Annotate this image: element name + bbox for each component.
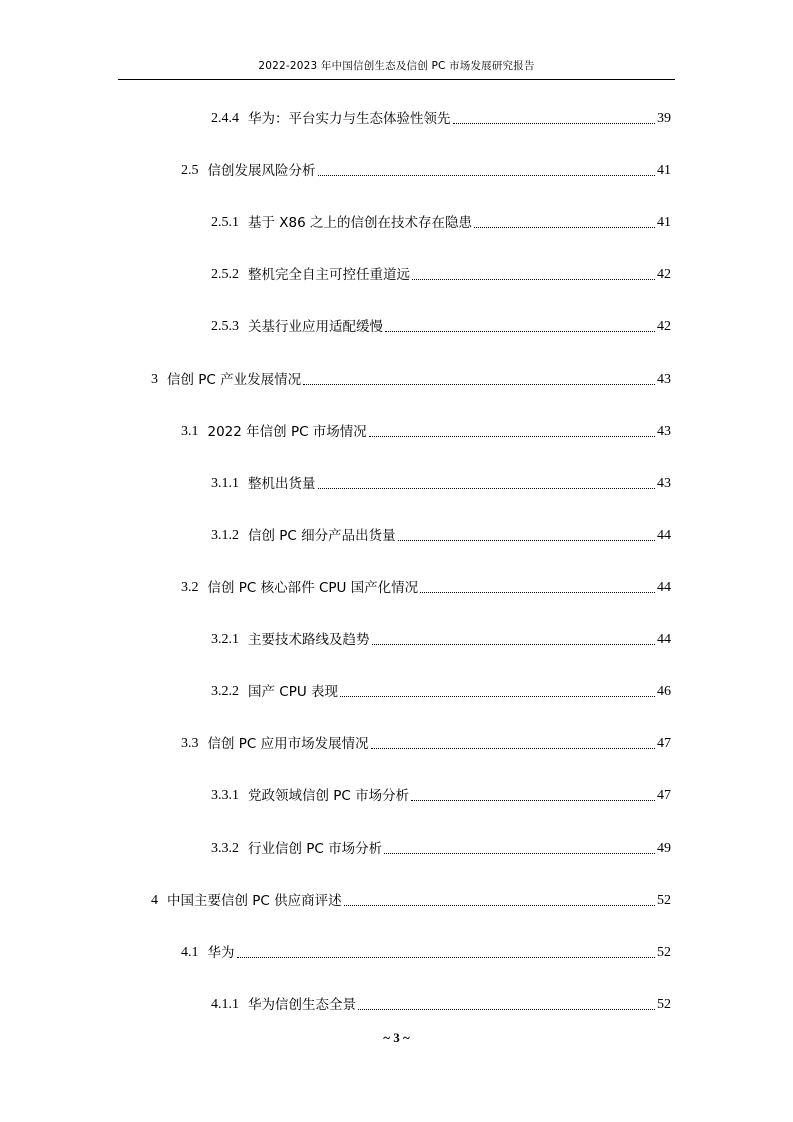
toc-leader-dots — [420, 592, 655, 593]
toc-entry-number: 3.2.1 — [211, 632, 239, 647]
toc-entry-number: 2.5.1 — [211, 215, 239, 230]
toc-entry-number: 4 — [151, 893, 158, 908]
toc-entry-3-3-1[interactable] — [211, 783, 671, 805]
toc-leader-dots — [385, 331, 655, 332]
toc-leader-dots — [384, 853, 655, 854]
toc-entry-number: 3 — [151, 372, 158, 387]
toc-entry-2-5-2[interactable] — [211, 262, 671, 284]
toc-entry-title: 华为信创生态全景 — [248, 997, 356, 1013]
toc-entry-4[interactable] — [151, 888, 671, 910]
toc-leader-dots — [412, 279, 655, 280]
toc-entry-title: 信创 PC 细分产品出货量 — [248, 528, 396, 544]
toc-entry-page: 44 — [657, 528, 671, 543]
toc-entry-4-1[interactable] — [181, 940, 671, 962]
toc-entry-4-1-1[interactable] — [211, 992, 671, 1014]
toc-entry-number: 4.1.1 — [211, 997, 239, 1012]
toc-entry-title: 华为：平台实力与生态体验性领先 — [248, 111, 451, 127]
toc-leader-dots — [372, 644, 656, 645]
toc-entry-number: 2.5 — [181, 163, 199, 178]
toc-entry-page: 47 — [657, 736, 671, 751]
toc-entry-3[interactable] — [151, 367, 671, 389]
toc-entry-title: 信创 PC 产业发展情况 — [167, 372, 302, 388]
toc-leader-dots — [318, 488, 656, 489]
toc-leader-dots — [303, 384, 655, 385]
toc-entry-3-1-2[interactable] — [211, 523, 671, 545]
toc-leader-dots — [453, 123, 656, 124]
toc-entry-number: 3.1.1 — [211, 476, 239, 491]
page-number-footer: ~ 3 ~ — [383, 1030, 410, 1045]
toc-entry-number: 3.3.1 — [211, 788, 239, 803]
toc-entry-number: 3.2.2 — [211, 684, 239, 699]
toc-entry-page: 41 — [657, 215, 671, 230]
toc-entry-title: 2022 年信创 PC 市场情况 — [207, 424, 367, 440]
toc-leader-dots — [358, 1009, 655, 1010]
toc-entry-title: 信创发展风险分析 — [207, 163, 316, 179]
toc-entry-page: 44 — [657, 632, 671, 647]
toc-entry-3-2-2[interactable] — [211, 679, 671, 701]
toc-entry-page: 44 — [657, 580, 671, 595]
toc-entry-number: 3.1 — [181, 424, 199, 439]
toc-entry-number: 2.5.3 — [211, 319, 239, 334]
toc-entry-3-1-1[interactable] — [211, 471, 671, 493]
toc-leader-dots — [411, 800, 655, 801]
toc-entry-2-5[interactable] — [181, 158, 671, 180]
toc-entry-page: 52 — [657, 893, 671, 908]
toc-leader-dots — [369, 436, 655, 437]
toc-entry-page: 43 — [657, 424, 671, 439]
toc-entry-page: 52 — [657, 945, 671, 960]
toc-entry-title: 整机完全自主可控任重道远 — [248, 267, 410, 283]
toc-entry-page: 43 — [657, 476, 671, 491]
toc-entry-title: 整机出货量 — [248, 476, 316, 492]
toc-entry-2-5-3[interactable] — [211, 314, 671, 336]
toc-entry-title: 中国主要信创 PC 供应商评述 — [167, 893, 342, 909]
toc-entry-title: 信创 PC 核心部件 CPU 国产化情况 — [207, 580, 419, 596]
toc-entry-page: 42 — [657, 267, 671, 282]
toc-leader-dots — [398, 540, 655, 541]
toc-entry-number: 2.4.4 — [211, 111, 239, 126]
toc-entry-2-5-1[interactable] — [211, 210, 671, 232]
toc-entry-3-3[interactable] — [181, 731, 671, 753]
toc-leader-dots — [474, 227, 655, 228]
toc-entry-2-4-4[interactable] — [211, 106, 671, 128]
toc-entry-3-3-2[interactable] — [211, 836, 671, 858]
toc-entry-title: 华为 — [207, 945, 235, 961]
toc-entry-3-1[interactable] — [181, 419, 671, 441]
toc-entry-number: 4.1 — [181, 945, 199, 960]
toc-entry-page: 43 — [657, 372, 671, 387]
toc-entry-title: 关基行业应用适配缓慢 — [248, 319, 383, 335]
toc-entry-title: 基于 X86 之上的信创在技术存在隐患 — [248, 215, 473, 231]
toc-entry-page: 41 — [657, 163, 671, 178]
toc-entry-title: 国产 CPU 表现 — [248, 684, 339, 700]
toc-entry-3-2[interactable] — [181, 575, 671, 597]
toc-entry-page: 39 — [657, 111, 671, 126]
toc-leader-dots — [344, 905, 655, 906]
toc-entry-title: 主要技术路线及趋势 — [248, 632, 370, 648]
toc-entry-page: 42 — [657, 319, 671, 334]
toc-leader-dots — [340, 696, 655, 697]
toc-entry-page: 52 — [657, 997, 671, 1012]
toc-entry-number: 3.1.2 — [211, 528, 239, 543]
toc-entry-3-2-1[interactable] — [211, 627, 671, 649]
toc-entry-page: 47 — [657, 788, 671, 803]
toc-entry-page: 46 — [657, 684, 671, 699]
toc-entry-number: 3.3.2 — [211, 841, 239, 856]
toc-leader-dots — [371, 748, 655, 749]
toc-entry-number: 3.3 — [181, 736, 199, 751]
toc-entry-title: 信创 PC 应用市场发展情况 — [207, 736, 369, 752]
toc-entry-number: 2.5.2 — [211, 267, 239, 282]
toc-entry-page: 49 — [657, 841, 671, 856]
toc-leader-dots — [318, 175, 656, 176]
toc-entry-title: 行业信创 PC 市场分析 — [248, 841, 383, 857]
page-header-title: 2022-2023 年中国信创生态及信创 PC 市场发展研究报告 — [258, 60, 535, 72]
toc-leader-dots — [237, 957, 656, 958]
toc-entry-title: 党政领域信创 PC 市场分析 — [248, 788, 410, 804]
toc-entry-number: 3.2 — [181, 580, 199, 595]
